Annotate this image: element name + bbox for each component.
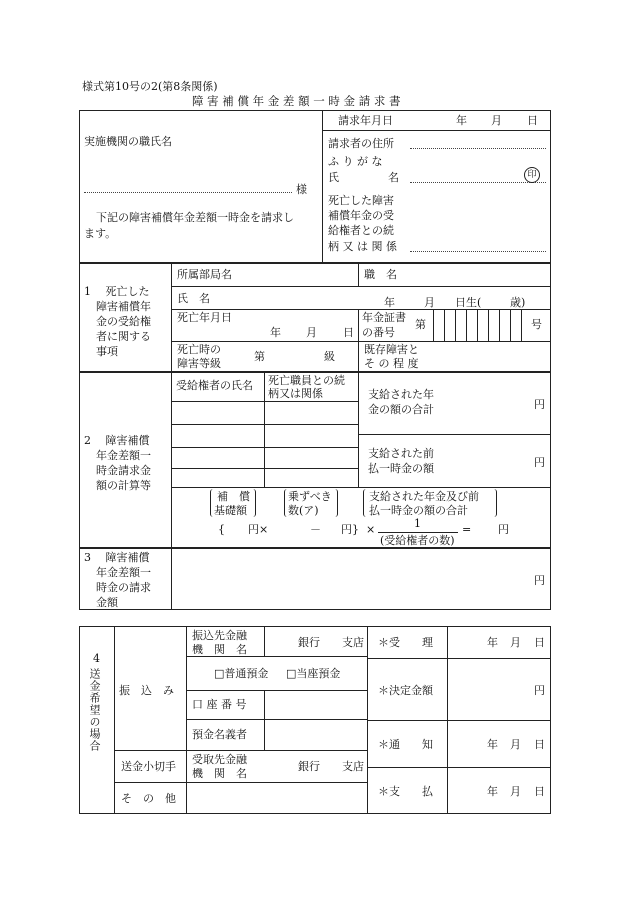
existing-label-2: そ の 程 度 (364, 357, 419, 370)
tsuchi-label: ＊通 知 (378, 738, 433, 751)
seal-mark (524, 167, 540, 183)
account-number-label: 口 座 番 号 (192, 698, 247, 711)
col-relationship-1: 死亡職員との続 (268, 374, 345, 387)
other-field[interactable] (187, 783, 366, 813)
section2-label-1: 2 障害補償 (84, 434, 150, 447)
claimant-address-label: 請求者の住所 (328, 137, 394, 150)
request-text-2: ます。 (84, 227, 117, 240)
juri-label: ＊受 理 (378, 636, 433, 649)
section4-label: 送金希望の場合 (88, 668, 101, 752)
request-date-label: 請求年月日 (338, 114, 393, 127)
section4-number: 4 (93, 652, 100, 665)
section3-label-1: 3 障害補償 (84, 551, 150, 564)
account-number-field[interactable] (265, 691, 366, 718)
cert-label-2: の番号 (362, 326, 395, 339)
account-name-label: 預金名義者 (192, 728, 247, 741)
claimant-name-line[interactable] (410, 182, 546, 183)
holder-row-2[interactable] (172, 425, 357, 446)
bank-label-1: 振込先金融 (192, 629, 247, 642)
existing-label-1: 既存障害と (364, 343, 419, 356)
formula-numerator: 1 (414, 517, 421, 530)
recv-bank-label-1: 受取先金融 (192, 753, 247, 766)
honorific: 様 (296, 183, 307, 196)
section1-label-1: 1 死亡した (84, 285, 150, 298)
relationship-line[interactable] (410, 251, 546, 252)
grade-label-2: 障害等級 (177, 357, 221, 370)
holder-row-1[interactable] (172, 402, 357, 423)
paid-pension-label-2: 金の額の合計 (368, 403, 434, 416)
formula-denominator: (受給権者の数) (380, 534, 455, 547)
death-date-label: 死亡年月日 (177, 311, 232, 324)
col-holder-name: 受給権者の氏名 (176, 379, 253, 392)
agency-label: 実施機関の職氏名 (84, 135, 172, 148)
futsu-checkbox[interactable]: □普通預金 (214, 667, 269, 680)
paid-advance-label-2: 払一時金の額 (368, 462, 434, 475)
cert-label-1: 年金証書 (362, 311, 406, 324)
form-number: 様式第10号の2(第8条関係) (82, 80, 218, 93)
formula-fraction-bar (378, 532, 458, 533)
furikomi-label: 振 込 み (119, 684, 174, 697)
other-label: そ の 他 (121, 792, 176, 805)
account-name-field[interactable] (265, 720, 366, 749)
deceased-name-label: 氏 名 (177, 292, 210, 305)
claim-amount-field[interactable] (172, 549, 550, 609)
paid-pension-label-1: 支給された年 (368, 388, 434, 401)
claimant-address-line[interactable] (410, 148, 546, 149)
form-title: 障 害 補 償 年 金 差 額 一 時 金 請 求 書 (192, 94, 401, 108)
toza-checkbox[interactable]: □当座預金 (286, 667, 341, 680)
holder-row-4[interactable] (172, 469, 357, 486)
paid-advance-label-1: 支給された前 (368, 447, 434, 460)
col-relationship-2: 柄又は関係 (268, 387, 323, 400)
dept-label: 所属部局名 (177, 268, 232, 281)
holder-row-3[interactable] (172, 448, 357, 467)
check-label: 送金小切手 (121, 760, 176, 773)
grade-label-1: 死亡時の (177, 343, 221, 356)
recv-bank-label-2: 機 関 名 (192, 767, 247, 780)
agency-name-line[interactable] (84, 192, 292, 193)
bank-label-2: 機 関 名 (192, 643, 247, 656)
post-label: 職 名 (364, 268, 397, 281)
request-text-1: 下記の障害補償年金差額一時金を請求し (96, 211, 294, 224)
furigana-label: ふ り が な (328, 155, 383, 168)
top-table (79, 110, 551, 263)
kettei-label: ＊決定金額 (378, 684, 433, 697)
seal-char: 印 (527, 170, 537, 180)
shiharai-label: ＊支 払 (378, 785, 433, 798)
